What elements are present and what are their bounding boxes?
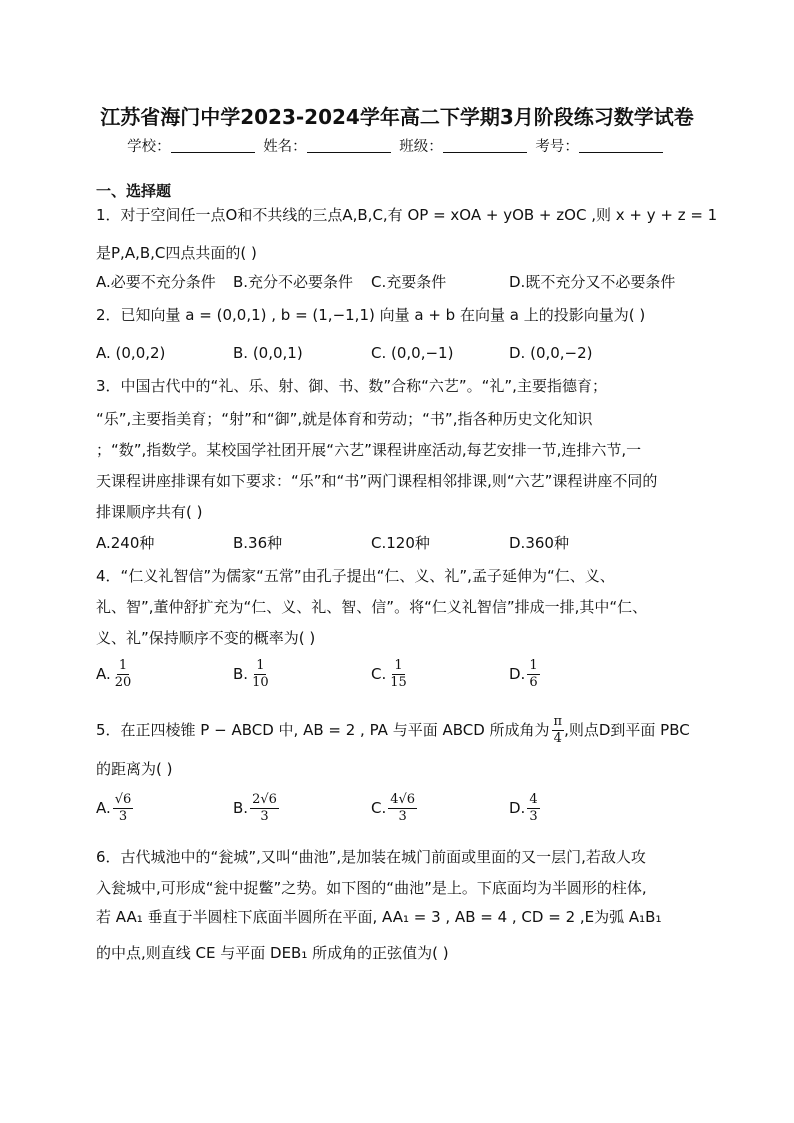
q1-option-c[interactable]: C.充要条件 (371, 273, 447, 291)
fraction-denominator: 6 (529, 675, 538, 690)
q5-stem-line-1 (96, 714, 690, 747)
fraction-denominator: 10 (252, 675, 269, 690)
q2-option-b[interactable]: B. (0,0,1) (233, 344, 303, 362)
q5-option-b-label: B. (233, 799, 249, 817)
q1-stem-line-2: 是P,A,B,C四点共面的( ) (96, 244, 257, 262)
q4-option-b[interactable] (233, 658, 271, 691)
q2-option-d[interactable]: D. (0,0,−2) (509, 344, 593, 362)
q3-option-d[interactable]: D.360种 (509, 534, 569, 552)
q2-option-c[interactable]: C. (0,0,−1) (371, 344, 454, 362)
fraction-numerator: 2√6 (252, 792, 277, 807)
q3-option-a[interactable]: A.240种 (96, 534, 155, 552)
q5-option-d-fraction (527, 792, 539, 825)
q5-option-d[interactable] (509, 792, 540, 825)
q4-stem-line-3: 义、礼”保持顺序不变的概率为( ) (96, 629, 316, 647)
fraction-numerator: 1 (394, 658, 403, 673)
q5-option-a-fraction (113, 792, 134, 825)
q5-stem-line-2: 的距离为( ) (96, 760, 173, 778)
fraction-denominator: 3 (118, 809, 128, 824)
q4-option-a-fraction (113, 658, 134, 691)
q1-option-d[interactable]: D.既不充分又不必要条件 (509, 273, 676, 291)
q3-stem-line-4: 天课程讲座排课有如下要求：“乐”和“书”两门课程相邻排课,则“六艺”课程讲座不同的 (96, 472, 658, 490)
q5-angle-fraction (552, 714, 565, 747)
q5-option-c-fraction (388, 792, 417, 825)
fraction-numerator: 4√6 (390, 792, 416, 807)
q5-option-c-label: C. (371, 799, 387, 817)
q4-option-b-label: B. (233, 665, 249, 683)
q6-stem-line-4: 的中点,则直线 CE 与平面 DEB₁ 所成角的正弦值为( ) (96, 944, 449, 962)
class-blank[interactable] (443, 138, 527, 153)
fraction-numerator: √6 (114, 792, 132, 807)
q3-option-c[interactable]: C.120种 (371, 534, 430, 552)
q4-option-b-fraction (250, 658, 271, 691)
fraction-denominator: 4 (553, 731, 562, 746)
school-label: 学校： (127, 139, 171, 155)
q3-stem-line-5: 排课顺序共有( ) (96, 503, 203, 521)
q6-stem-line-3: 若 AA₁ 垂直于半圆柱下底面半圆所在平面, AA₁ = 3 , AB = 4 , CD = 2 ,E为弧 A₁B₁ (96, 908, 662, 926)
q5-option-b-fraction (250, 792, 279, 825)
q4-option-d-fraction (527, 658, 539, 691)
student-info-line (0, 135, 794, 156)
q5-option-b[interactable] (233, 792, 279, 825)
q4-option-c[interactable] (371, 658, 409, 691)
q2-stem-line-1: 2．已知向量 a = (0,0,1) , b = (1,−1,1) 向量 a + b 在向量 a 上的投影向量为( ) (96, 306, 646, 324)
q5-stem-text-a: 5．在正四棱锥 P − ABCD 中, AB = 2 , PA 与平面 ABCD 所成角为 (96, 721, 550, 739)
q4-option-d[interactable] (509, 658, 540, 691)
q4-option-d-label: D. (509, 665, 526, 683)
q5-option-c[interactable] (371, 792, 417, 825)
fraction-numerator: π (553, 714, 563, 729)
fraction-numerator: 1 (256, 658, 265, 673)
fraction-denominator: 3 (398, 809, 407, 824)
q3-stem-line-2: “乐”,主要指美育；“射”和“御”,就是体育和劳动；“书”,指各种历史文化知识 (96, 410, 593, 428)
q3-stem-line-1: 3．中国古代中的“礼、乐、射、御、书、数”合称“六艺”。“礼”,主要指德育； (96, 377, 607, 395)
q1-stem-line-1: 1．对于空间任一点O和不共线的三点A,B,C,有 OP = xOA + yOB + zOC ,则 x + y + z = 1 (96, 206, 718, 224)
q4-option-a-label: A. (96, 665, 111, 683)
q3-option-b[interactable]: B.36种 (233, 534, 283, 552)
exam-no-blank[interactable] (579, 138, 663, 153)
fraction-numerator: 1 (529, 658, 538, 673)
exam-no-label: 考号： (535, 139, 579, 155)
q5-stem-text-b: ,则点D到平面 PBC (564, 721, 690, 739)
q6-stem-line-1: 6．古代城池中的“瓮城”,又叫“曲池”,是加装在城门前面或里面的又一层门,若敌人攻 (96, 848, 646, 866)
name-blank[interactable] (307, 138, 391, 153)
class-label: 班级： (399, 139, 443, 155)
section-title: 一、选择题 (96, 182, 172, 200)
q6-stem-line-2: 入瓮城中,可形成“瓮中捉鳖”之势。如下图的“曲池”是上。下底面均为半圆形的柱体, (96, 879, 647, 897)
fraction-numerator: 4 (529, 792, 538, 807)
q4-option-c-label: C. (371, 665, 387, 683)
fraction-denominator: 3 (260, 809, 269, 824)
q5-option-a-label: A. (96, 799, 111, 817)
q5-option-a[interactable] (96, 792, 133, 825)
q4-option-a[interactable] (96, 658, 133, 691)
school-blank[interactable] (171, 138, 255, 153)
page-title: 江苏省海门中学2023-2024学年高二下学期3月阶段练习数学试卷 (100, 105, 694, 129)
q1-option-b[interactable]: B.充分不必要条件 (233, 273, 354, 291)
fraction-numerator: 1 (118, 658, 128, 673)
fraction-denominator: 20 (114, 675, 132, 690)
q4-option-c-fraction (388, 658, 409, 691)
q2-option-a[interactable]: A. (0,0,2) (96, 344, 166, 362)
name-label: 姓名： (263, 139, 307, 155)
q3-stem-line-3: ；“数”,指数学。某校国学社团开展“六艺”课程讲座活动,每艺安排一节,连排六节,一 (96, 441, 642, 459)
q1-option-a[interactable]: A.必要不充分条件 (96, 273, 216, 291)
q5-option-d-label: D. (509, 799, 526, 817)
q4-stem-line-1: 4．“仁义礼智信”为儒家“五常”由孔子提出“仁、义、礼”,孟子延伸为“仁、义、 (96, 567, 615, 585)
q4-stem-line-2: 礼、智”,董仲舒扩充为“仁、义、礼、智、信”。将“仁义礼智信”排成一排,其中“仁、 (96, 598, 648, 616)
fraction-denominator: 3 (529, 809, 538, 824)
fraction-denominator: 15 (390, 675, 407, 690)
